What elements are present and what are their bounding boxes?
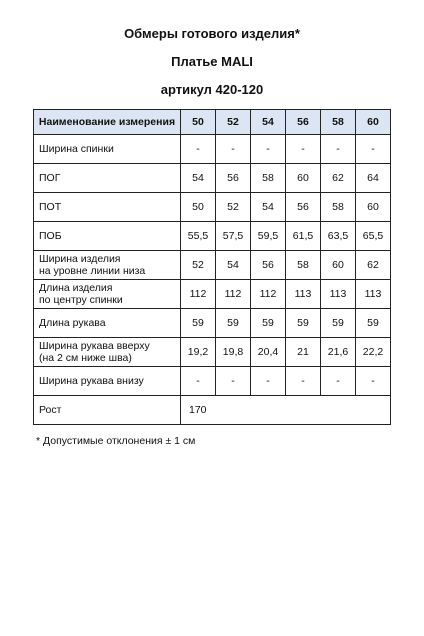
column-header-size: 50 [181, 110, 216, 135]
table-row [34, 193, 391, 222]
measurement-name-line: Ширина изделия [39, 253, 121, 265]
measurement-value: 19,8 [216, 338, 251, 367]
table-row [34, 367, 391, 396]
table-row [34, 338, 391, 367]
measurement-value: 59 [356, 309, 391, 338]
measurement-value: 19,2 [181, 338, 216, 367]
measurement-value: 60 [321, 251, 356, 280]
column-header-size: 56 [286, 110, 321, 135]
measurement-value: 112 [181, 280, 216, 309]
measurement-name-line: ПОГ [39, 172, 61, 184]
measurement-name [34, 135, 181, 164]
measurement-value: - [251, 135, 286, 164]
measurement-value: - [356, 135, 391, 164]
measurement-value: 58 [286, 251, 321, 280]
measurement-value: 56 [286, 193, 321, 222]
measurement-name [34, 222, 181, 251]
product-name: Платье MALI [171, 54, 253, 69]
measurement-value: - [356, 367, 391, 396]
measurement-value: 58 [251, 164, 286, 193]
table-row [34, 309, 391, 338]
measurement-name-line: (на 2 см ниже шва) [39, 352, 132, 364]
measurement-name [34, 367, 181, 396]
measurement-value: 55,5 [181, 222, 216, 251]
column-header-size: 54 [251, 110, 286, 135]
measurement-value: 52 [216, 193, 251, 222]
footnote: * Допустимые отклонения ± 1 см [36, 435, 196, 447]
measurement-name-line: ПОБ [39, 230, 62, 242]
measurement-value: 59 [181, 309, 216, 338]
measurement-value: 54 [181, 164, 216, 193]
measurement-value: 60 [356, 193, 391, 222]
column-header-size: 60 [356, 110, 391, 135]
measurement-name-line: Ширина рукава внизу [39, 375, 144, 387]
measurement-name-line: Ширина рукава вверху [39, 340, 150, 352]
measurement-value: - [181, 135, 216, 164]
measurement-value: 112 [251, 280, 286, 309]
measurement-value: 113 [286, 280, 321, 309]
measurement-name-line: Длина рукава [39, 317, 106, 329]
measurement-name [34, 309, 181, 338]
measurement-value: 59 [286, 309, 321, 338]
measurement-name [34, 396, 181, 425]
measurements-table [33, 109, 391, 425]
measurement-value: 61,5 [286, 222, 321, 251]
table-row [34, 164, 391, 193]
table-row [34, 280, 391, 309]
measurement-value: 62 [321, 164, 356, 193]
measurement-value: 112 [216, 280, 251, 309]
measurement-name-line: на уровне линии низа [39, 265, 146, 277]
measurement-name-line: по центру спинки [39, 294, 123, 306]
measurement-name [34, 251, 181, 280]
measurement-value: 170 [181, 396, 391, 425]
measurement-value: 56 [216, 164, 251, 193]
measurement-value: - [286, 367, 321, 396]
measurement-value: - [216, 135, 251, 164]
measurement-value: 62 [356, 251, 391, 280]
measurement-value: 64 [356, 164, 391, 193]
measurement-value: 50 [181, 193, 216, 222]
measurement-value: 57,5 [216, 222, 251, 251]
table-row [34, 135, 391, 164]
measurement-name-line: Ширина спинки [39, 143, 114, 155]
measurement-value: 20,4 [251, 338, 286, 367]
measurement-value: 52 [181, 251, 216, 280]
measurement-value: 59,5 [251, 222, 286, 251]
measurement-value: 58 [321, 193, 356, 222]
measurement-name-line: ПОТ [39, 201, 62, 213]
measurement-value: 56 [251, 251, 286, 280]
measurement-value: 60 [286, 164, 321, 193]
column-header-name: Наименование измерения [34, 110, 181, 135]
article-number: артикул 420-120 [160, 82, 264, 97]
table-row [34, 251, 391, 280]
measurement-value: 21,6 [321, 338, 356, 367]
measurement-value: 59 [216, 309, 251, 338]
measurement-name [34, 338, 181, 367]
measurement-value: 54 [251, 193, 286, 222]
table-row [34, 222, 391, 251]
measurement-value: 59 [251, 309, 286, 338]
measurement-value: 21 [286, 338, 321, 367]
measurement-value: 113 [356, 280, 391, 309]
measurement-value: - [321, 367, 356, 396]
measurement-value: - [216, 367, 251, 396]
measurement-value: - [286, 135, 321, 164]
measurement-value: 54 [216, 251, 251, 280]
measurement-name-line: Рост [39, 404, 62, 416]
measurement-value: 113 [321, 280, 356, 309]
measurement-name [34, 193, 181, 222]
measurement-value: - [181, 367, 216, 396]
measurement-name [34, 164, 181, 193]
measurement-value: 63,5 [321, 222, 356, 251]
measurement-name [34, 280, 181, 309]
measurement-value: - [321, 135, 356, 164]
measurement-value: 59 [321, 309, 356, 338]
measurement-value: - [251, 367, 286, 396]
table-row [34, 396, 391, 425]
measurement-name-line: Длина изделия [39, 282, 113, 294]
measurement-value: 65,5 [356, 222, 391, 251]
measurement-value: 22,2 [356, 338, 391, 367]
table-body [34, 135, 391, 425]
column-header-size: 58 [321, 110, 356, 135]
table-header-row [34, 110, 391, 135]
column-header-size: 52 [216, 110, 251, 135]
page-title: Обмеры готового изделия* [124, 26, 300, 41]
